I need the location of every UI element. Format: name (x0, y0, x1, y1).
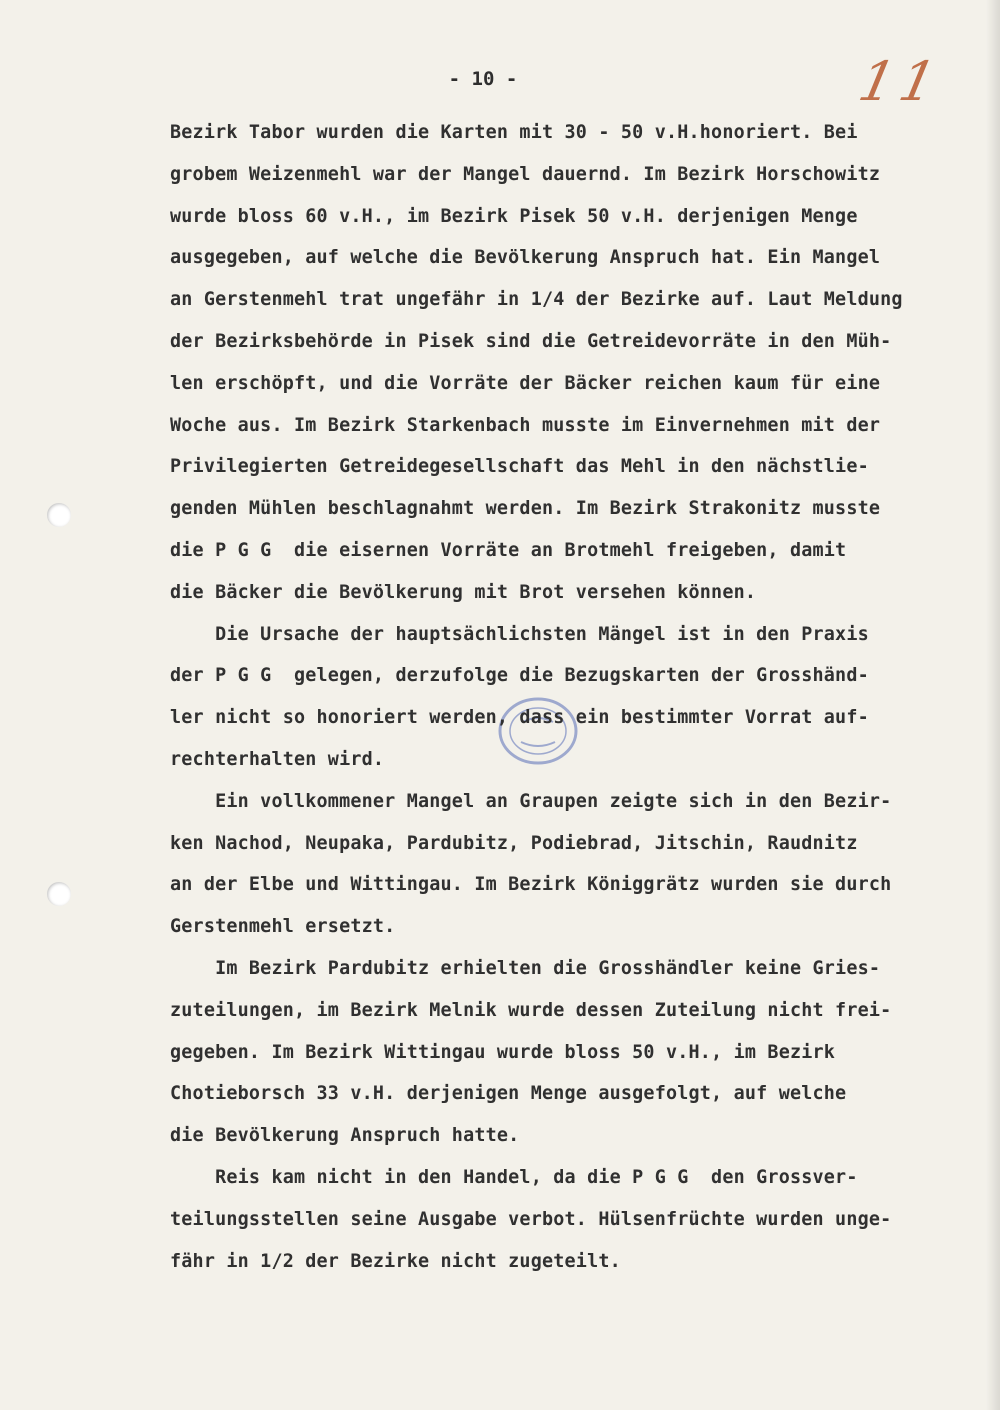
text-line: Chotieborsch 33 v.H. derjenigen Menge ausgefolgt, auf welche (170, 1083, 847, 1105)
handwritten-archive-number: 11 (853, 50, 948, 113)
text-line: Die Ursache der hauptsächlichsten Mängel ist in den Praxis (170, 623, 869, 645)
text-line: der P G G gelegen, derzufolge die Bezugskarten der Grosshänd- (170, 665, 869, 687)
text-line: Bezirk Tabor wurden die Karten mit 30 - 50 v.H.honoriert. Bei (170, 122, 858, 143)
text-line: wurde bloss 60 v.H., im Bezirk Pisek 50 v.H. derjenigen Menge (170, 205, 858, 227)
punch-hole-top (47, 503, 71, 527)
text-line: Im Bezirk Pardubitz erhielten die Grosshändler keine Gries- (170, 957, 881, 979)
text-line: die Bäcker die Bevölkerung mit Brot versehen können. (170, 581, 757, 603)
text-line: teilungsstellen seine Ausgabe verbot. Hülsenfrüchte wurden unge- (170, 1208, 892, 1230)
text-line: Ein vollkommener Mangel an Graupen zeigte sich in den Bezir- (170, 790, 892, 812)
text-line: Reis kam nicht in den Handel, da die P G G den Grossver- (170, 1166, 858, 1188)
text-line: fähr in 1/2 der Bezirke nicht zugeteilt. (170, 1250, 621, 1272)
text-line: ken Nachod, Neupaka, Pardubitz, Podiebrad, Jitschin, Raudnitz (170, 832, 858, 854)
page-number: - 10 - (448, 68, 518, 90)
text-line: grobem Weizenmehl war der Mangel dauernd. Im Bezirk Horschowitz (170, 163, 881, 185)
text-line: Gerstenmehl ersetzt. (170, 916, 396, 938)
text-line: genden Mühlen beschlagnahmt werden. Im Bezirk Strakonitz musste (170, 498, 881, 520)
text-line: der Bezirksbehörde in Pisek sind die Getreidevorräte in den Müh- (170, 330, 892, 352)
text-line: an Gerstenmehl trat ungefähr in 1/4 der Bezirke auf. Laut Meldung (170, 289, 903, 311)
text-line: Woche aus. Im Bezirk Starkenbach musste im Einvernehmen mit der (170, 414, 881, 436)
text-line: Privilegierten Getreidegesellschaft das Mehl in den nächstlie- (170, 456, 869, 478)
text-line: an der Elbe und Wittingau. Im Bezirk Königgrätz wurden sie durch (170, 874, 892, 896)
text-line: die P G G die eisernen Vorräte an Brotmehl freigeben, damit (170, 539, 847, 561)
text-line: gegeben. Im Bezirk Wittingau wurde bloss 50 v.H., im Bezirk (170, 1041, 836, 1063)
text-line: die Bevölkerung Anspruch hatte. (170, 1125, 520, 1147)
text-line: len erschöpft, und die Vorräte der Bäcker reichen kaum für eine (170, 372, 881, 394)
punch-hole-bottom (47, 882, 71, 906)
text-line: zuteilungen, im Bezirk Melnik wurde dessen Zuteilung nicht frei- (170, 999, 892, 1021)
text-line: rechterhalten wird. (170, 748, 385, 770)
document-body (170, 112, 970, 1282)
text-line: ausgegeben, auf welche die Bevölkerung Anspruch hat. Ein Mangel (170, 247, 881, 269)
page-edge-shadow (986, 0, 1000, 1410)
text-line: ler nicht so honoriert werden, dass ein bestimmter Vorrat auf- (170, 707, 869, 729)
